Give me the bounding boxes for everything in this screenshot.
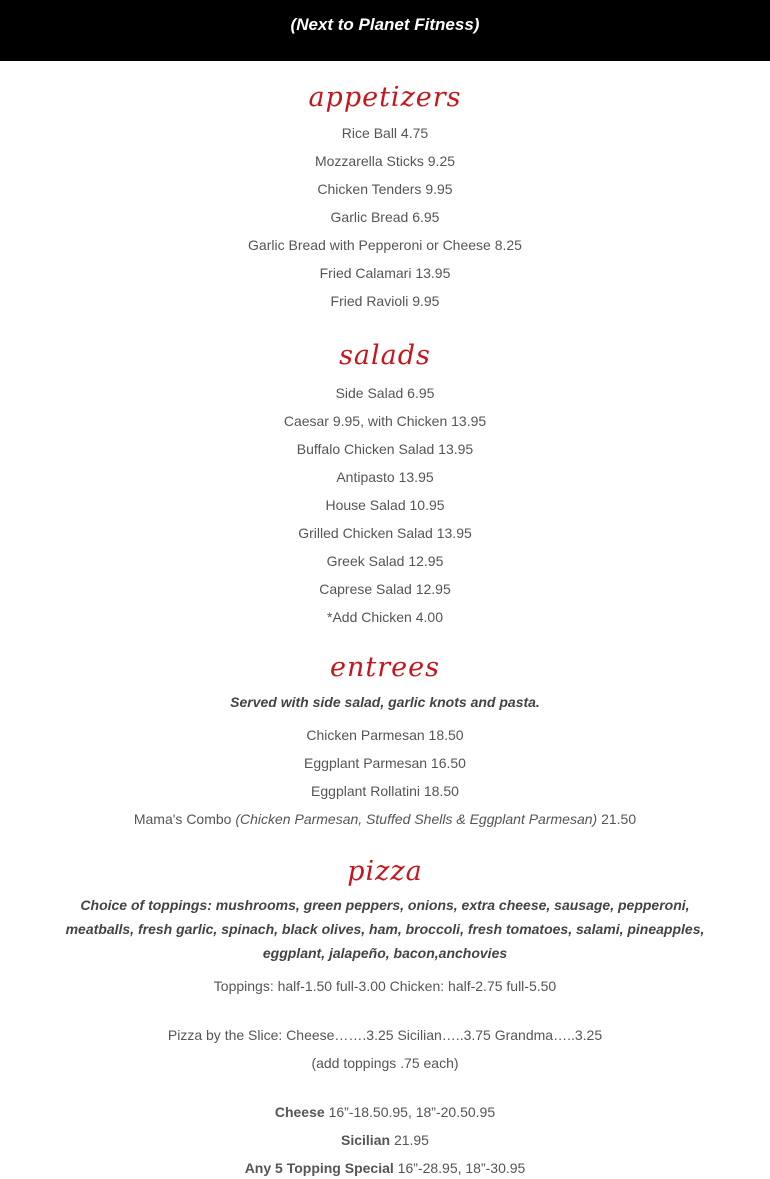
header-bar <box>0 0 770 61</box>
pizza-pie-item <box>0 1131 770 1149</box>
menu-item: Antipasto 13.95 <box>336 469 434 485</box>
toppings-note: Choice of toppings: mushrooms, green peppers, onions, extra cheese, sausage, pepperoni, meatballs, fresh garlic, spinach, black olives, ham, broccoli, fresh tomatoes, salami, pineapples, eggplant, jalapeño, bacon,anchovies <box>65 897 705 961</box>
pie-name: Any 5 Topping Special <box>244 1160 394 1176</box>
menu-item: Mozzarella Sticks 9.25 <box>314 153 456 169</box>
menu-item: House Salad 10.95 <box>325 497 445 513</box>
menu-item: Garlic Bread 6.95 <box>330 209 440 225</box>
menu-item: Rice Ball 4.75 <box>341 125 429 141</box>
pie-price: 21.95 <box>393 1132 429 1148</box>
slice-prices: Pizza by the Slice: Cheese…….3.25 Sicilian…..3.75 Grandma…..3.25 <box>167 1027 603 1043</box>
menu-item: Grilled Chicken Salad 13.95 <box>298 525 472 541</box>
pizza-pie-item <box>0 1159 770 1177</box>
combo-price: 21.50 <box>601 811 637 827</box>
toppings-prices: Toppings: half-1.50 full-3.00 Chicken: half-2.75 full-5.50 <box>213 978 557 994</box>
combo-name: Mama's Combo <box>133 811 232 827</box>
menu-item: Buffalo Chicken Salad 13.95 <box>296 441 474 457</box>
menu-item: Fried Ravioli 9.95 <box>330 293 440 309</box>
pie-name: Sicilian <box>341 1132 391 1148</box>
menu-item: Caprese Salad 12.95 <box>319 581 451 597</box>
pizza-pie-item <box>0 1103 770 1121</box>
menu-item: Garlic Bread with Pepperoni or Cheese 8.25 <box>248 237 522 253</box>
entrees-heading: entrees <box>330 652 440 683</box>
pie-price: 16”-18.50.95, 18”-20.50.95 <box>328 1104 496 1120</box>
menu-item: Greek Salad 12.95 <box>326 553 444 569</box>
entrees-note: Served with side salad, garlic knots and pasta. <box>230 694 540 710</box>
menu-item: Side Salad 6.95 <box>335 385 435 401</box>
slice-add-note: (add toppings .75 each) <box>311 1055 459 1071</box>
combo-detail: (Chicken Parmesan, Stuffed Shells & Eggplant Parmesan) <box>235 811 598 827</box>
menu-item: Chicken Tenders 9.95 <box>317 181 453 197</box>
salads-heading: salads <box>339 340 431 371</box>
pie-price: 16”-28.95, 18”-30.95 <box>397 1160 526 1176</box>
menu-item: Chicken Parmesan 18.50 <box>306 727 464 743</box>
menu-item: Eggplant Parmesan 16.50 <box>304 755 466 771</box>
menu-item: Fried Calamari 13.95 <box>319 265 451 281</box>
menu-item-combo <box>0 810 770 828</box>
pie-name: Cheese <box>274 1104 325 1120</box>
header-subtitle: (Next to Planet Fitness) <box>290 15 480 34</box>
pizza-heading: pizza <box>347 856 423 887</box>
menu-item: Eggplant Rollatini 18.50 <box>311 783 459 799</box>
menu-item: *Add Chicken 4.00 <box>327 609 443 625</box>
menu-item: Caesar 9.95, with Chicken 13.95 <box>283 413 487 429</box>
appetizers-heading: appetizers <box>308 82 462 113</box>
